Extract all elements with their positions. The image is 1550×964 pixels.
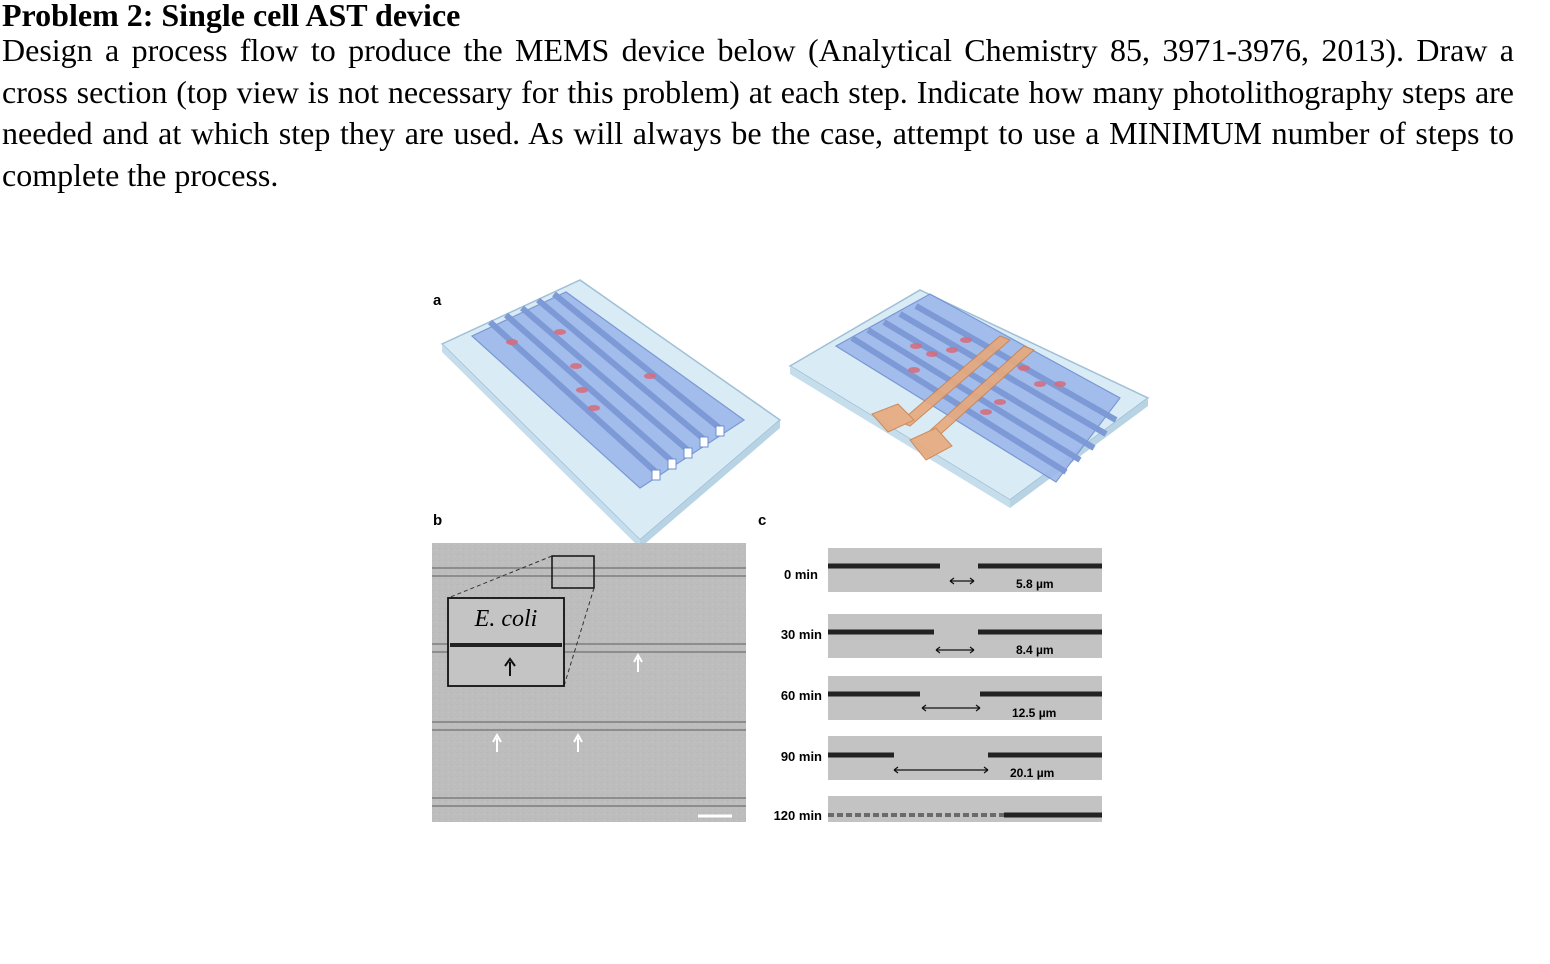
panel-a-label: a (433, 292, 442, 309)
timelapse-row (784, 548, 1102, 592)
timelapse-length: 20.1 µm (1010, 766, 1055, 780)
device-left (442, 280, 780, 548)
problem-title: Problem 2: Single cell AST device (2, 0, 461, 33)
timelapse-row (781, 736, 1102, 780)
timelapse-time: 60 min (780, 688, 822, 703)
timelapse-time: 90 min (780, 749, 822, 764)
timelapse-time: 0 min (784, 567, 818, 582)
timelapse-row (774, 796, 1102, 823)
timelapse-row (781, 676, 1102, 720)
micrograph-b (432, 543, 746, 822)
timelapse-time: 120 min (773, 808, 822, 823)
timelapse-row (781, 614, 1102, 658)
timelapse-c (774, 548, 1102, 823)
timelapse-time: 30 min (780, 627, 822, 642)
timelapse-length: 5.8 µm (1016, 577, 1054, 591)
panel-c-label: c (758, 512, 767, 529)
timelapse-length: 8.4 µm (1016, 643, 1054, 657)
panel-b-label: b (433, 512, 443, 529)
inset-label: E. coli (474, 606, 538, 632)
problem-body: Design a process flow to produce the MEMS device below (Analytical Chemistry 85, 3971-3976, 2013). Draw a cross section (top view is not necessary for this problem) at each step. Indicate how many photolithography steps are needed and at which step they are used. As will always be the case, attempt to use a MINIMUM number of steps to complete the process. (2, 32, 1514, 193)
device-right (790, 290, 1148, 508)
timelapse-length: 12.5 µm (1012, 706, 1057, 720)
